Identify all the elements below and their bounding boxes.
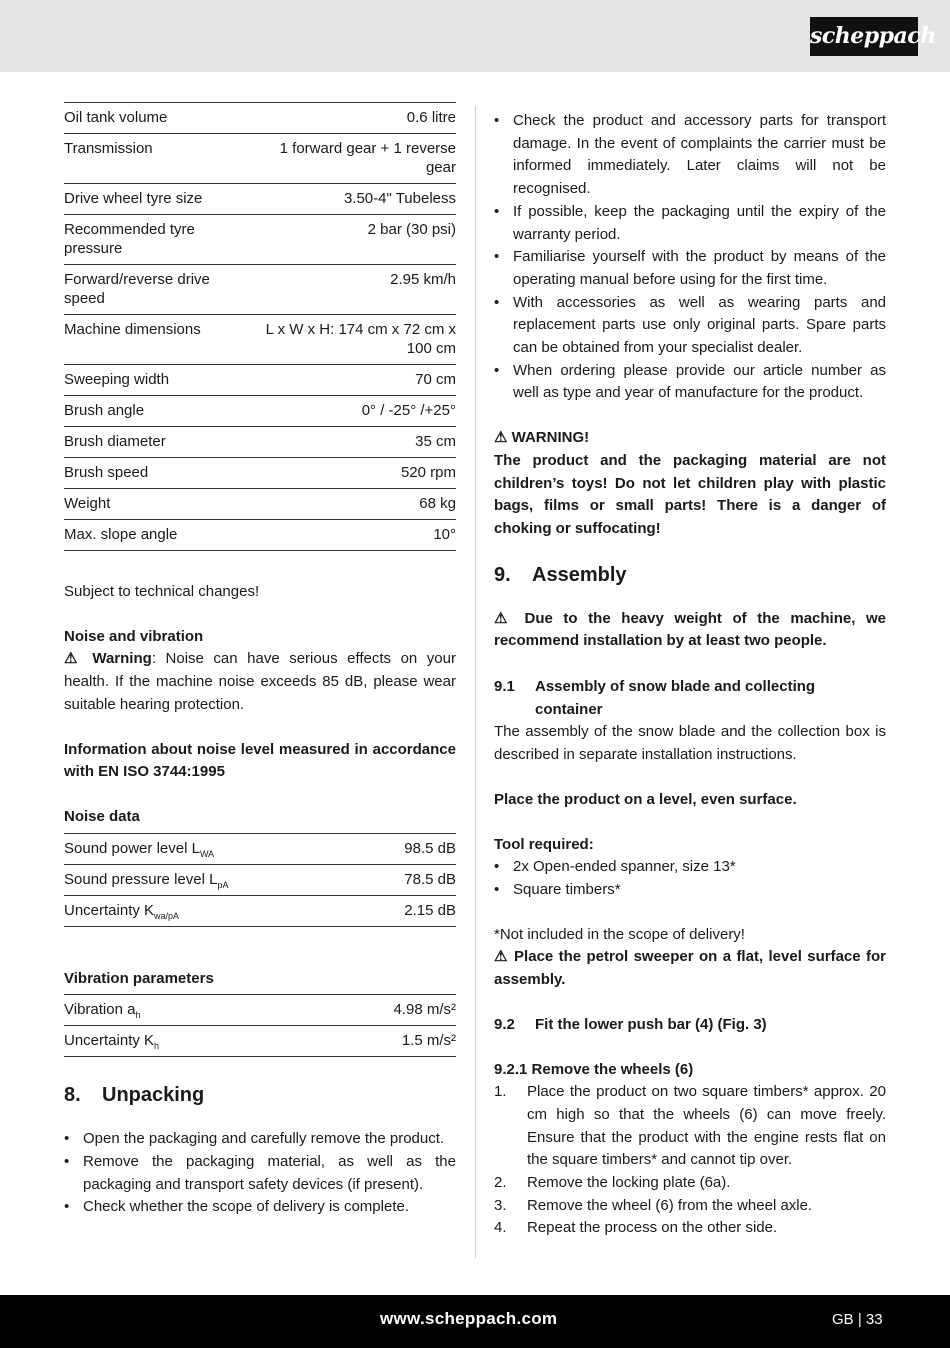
spec-value: 2.95 km/h — [390, 271, 456, 288]
spec-row — [64, 427, 456, 458]
spec-label: Machine dimensions — [64, 321, 201, 338]
spec-row — [64, 520, 456, 551]
place-sweeper-warning: ⚠ Place the petrol sweeper on a flat, level surface for assembly. — [494, 948, 886, 989]
step-text: Remove the locking plate (6a). — [527, 1174, 731, 1192]
spec-label: Weight — [64, 495, 111, 512]
measurement-label-text: Vibration a — [64, 1001, 136, 1019]
left-column — [64, 102, 456, 1219]
spec-row — [64, 215, 456, 265]
spec-value: 10° — [433, 526, 456, 543]
measurement-label — [64, 870, 314, 889]
section-number: 9.2 — [494, 1015, 515, 1033]
warning-title: ⚠ WARNING! — [494, 429, 590, 447]
measurement-label-text: Sound power level L — [64, 839, 200, 857]
section-number: 8. — [64, 1084, 81, 1107]
spec-label: Brush diameter — [64, 433, 166, 450]
not-included-note: *Not included in the scope of delivery! — [494, 925, 745, 943]
section-title: Fit the lower push bar (4) (Fig. 3) — [535, 1015, 767, 1033]
spec-label: Brush angle — [64, 402, 145, 419]
spec-label: Sweeping width — [64, 371, 170, 388]
spec-row — [64, 489, 456, 520]
spec-row — [64, 315, 456, 365]
place-level-note: Place the product on a level, even surface. — [494, 790, 797, 808]
spec-value: 2 bar (30 psi) — [367, 221, 456, 238]
measurement-row — [64, 1026, 456, 1057]
measurement-value: 4.98 m/s² — [393, 1001, 456, 1019]
section-title: Assembly of snow blade and collecting container — [535, 678, 816, 718]
website-link[interactable]: www.scheppach.com — [380, 1309, 558, 1328]
spec-value: 1 forward gear + 1 reverse gear — [279, 140, 456, 176]
unpacking-heading — [64, 1083, 456, 1107]
measurement-label — [64, 1000, 314, 1019]
step-item — [494, 1081, 886, 1172]
column-divider — [475, 106, 476, 1258]
spec-value: 68 kg — [419, 495, 456, 512]
spec-value: 35 cm — [415, 433, 456, 450]
step-number: 4. — [494, 1219, 507, 1237]
measurement-value: 1.5 m/s² — [401, 1032, 456, 1050]
step-text: Remove the wheel (6) from the wheel axle. — [527, 1196, 813, 1214]
noise-vibration-heading: Noise and vibration — [64, 627, 204, 645]
measurement-label-text: Uncertainty K — [64, 901, 155, 919]
unpacking-item: • Open the packaging and carefully remove the product. — [64, 1128, 456, 1151]
measurement-subscript: h — [135, 1010, 141, 1021]
spec-row — [64, 458, 456, 489]
vibration-heading: Vibration parameters — [64, 969, 214, 987]
measurement-label-text: Uncertainty K — [64, 1032, 155, 1050]
page-footer — [0, 1295, 950, 1348]
measurement-value: 2.15 dB — [404, 901, 456, 919]
step-item — [494, 1195, 886, 1218]
spec-label: Brush speed — [64, 464, 149, 481]
check-item: • With accessories as well as wearing parts and replacement parts use only original parts. Spare parts can be obtained from your specialist dealer. — [494, 292, 886, 360]
noise-warning — [64, 648, 456, 716]
assembly-heading — [494, 563, 886, 587]
spec-value: L x W x H: 174 cm x 72 cm x 100 cm — [265, 321, 456, 357]
check-item: • Familiarise yourself with the product by means of the operating manual before using for the first time. — [494, 246, 886, 291]
check-item: • Check the product and accessory parts for transport damage. In the event of complaints the carrier must be informed immediately. Later claims will not be recognised. — [494, 110, 886, 201]
spec-row — [64, 184, 456, 215]
spec-row — [64, 134, 456, 184]
assembly-warning: ⚠ Due to the heavy weight of the machine, we recommend installation by at least two people. — [494, 609, 886, 650]
page-number: GB | 33 — [832, 1311, 883, 1328]
steps-list — [494, 1081, 886, 1240]
measurement-row — [64, 995, 456, 1026]
section-title: Unpacking — [102, 1084, 205, 1107]
step-item — [494, 1217, 886, 1240]
section-9-1-text: The assembly of the snow blade and the collection box is described in separate installation instructions. — [494, 723, 886, 764]
step-item — [494, 1172, 886, 1195]
tool-item: • Square timbers* — [494, 879, 886, 902]
spec-row — [64, 265, 456, 315]
vibration-table — [64, 994, 456, 1057]
step-number: 3. — [494, 1196, 507, 1214]
spec-label: Oil tank volume — [64, 109, 168, 126]
unpacking-item: • Remove the packaging material, as well as the packaging and transport safety devices (if present). — [64, 1151, 456, 1196]
subject-changes-note: Subject to technical changes! — [64, 583, 260, 600]
section-number: 9.1 — [494, 678, 515, 696]
section-9-1-heading — [494, 676, 886, 721]
check-list — [494, 110, 886, 405]
noise-info-heading: Information about noise level measured in accordance with EN ISO 3744:1995 — [64, 740, 456, 781]
measurement-row — [64, 896, 456, 927]
measurement-value: 98.5 dB — [404, 839, 456, 857]
spec-label: Max. slope angle — [64, 526, 178, 543]
noise-warning-label: ⚠ Warning — [64, 650, 152, 668]
measurement-row — [64, 865, 456, 896]
spec-value: 0° / -25° /+25° — [361, 402, 456, 419]
measurement-subscript: wa/pA — [154, 910, 180, 921]
measurement-label — [64, 901, 314, 920]
tool-item: • 2x Open-ended spanner, size 13* — [494, 856, 886, 879]
spec-label: Forward/reverse drive speed — [64, 271, 210, 307]
section-9-2-heading — [494, 1014, 886, 1037]
measurement-label — [64, 1031, 314, 1050]
check-item: • When ordering please provide our article number as well as type and year of manufacture for the product. — [494, 360, 886, 405]
step-text: Place the product on two square timbers* approx. 20 cm high so that the wheels (6) can move freely. Ensure that the product with the engine rests flat on the square timbers* and cannot tip over. — [527, 1083, 886, 1169]
measurement-value: 78.5 dB — [404, 870, 456, 888]
unpacking-item: • Check whether the scope of delivery is complete. — [64, 1196, 456, 1219]
noise-data-heading: Noise data — [64, 807, 140, 825]
measurement-label-text: Sound pressure level L — [64, 870, 218, 888]
section-9-2-1-heading: 9.2.1 Remove the wheels (6) — [494, 1060, 694, 1078]
warning-text: The product and the packaging material are not children’s toys! Do not let children play with plastic bags, films or small parts! There is a danger of choking or suffocating! — [494, 451, 886, 537]
spec-label: Drive wheel tyre size — [64, 190, 203, 207]
spec-value: 0.6 litre — [406, 109, 456, 126]
noise-data-table — [64, 833, 456, 927]
tool-required-heading: Tool required: — [494, 835, 594, 853]
technical-data-table — [64, 102, 456, 551]
check-item: • If possible, keep the packaging until the expiry of the warranty period. — [494, 201, 886, 246]
spec-value: 3.50-4" Tubeless — [343, 190, 456, 207]
step-number: 2. — [494, 1174, 507, 1192]
section-title: Assembly — [532, 563, 627, 586]
spec-label: Recommended tyre pressure — [64, 221, 195, 257]
measurement-label — [64, 839, 314, 858]
right-column — [494, 110, 886, 1240]
measurement-subscript: pA — [217, 879, 229, 890]
measurement-row — [64, 834, 456, 865]
spec-label: Transmission — [64, 140, 153, 157]
section-number: 9. — [494, 563, 511, 586]
noise-warning-text: : Noise can have serious effects on your health. If the machine noise exceeds 85 dB, please wear suitable hearing protection. — [64, 650, 456, 713]
spec-value: 70 cm — [415, 371, 456, 388]
unpacking-list — [64, 1128, 456, 1219]
spec-row — [64, 365, 456, 396]
spec-value: 520 rpm — [400, 464, 456, 481]
spec-row — [64, 103, 456, 134]
step-text: Repeat the process on the other side. — [527, 1219, 778, 1237]
page-header-bar — [0, 0, 950, 72]
measurement-subscript: WA — [199, 848, 215, 859]
spec-row — [64, 396, 456, 427]
brand-logo: scheppach — [810, 17, 918, 56]
step-number: 1. — [494, 1083, 507, 1101]
measurement-subscript: h — [154, 1041, 160, 1052]
tool-list — [494, 856, 886, 901]
